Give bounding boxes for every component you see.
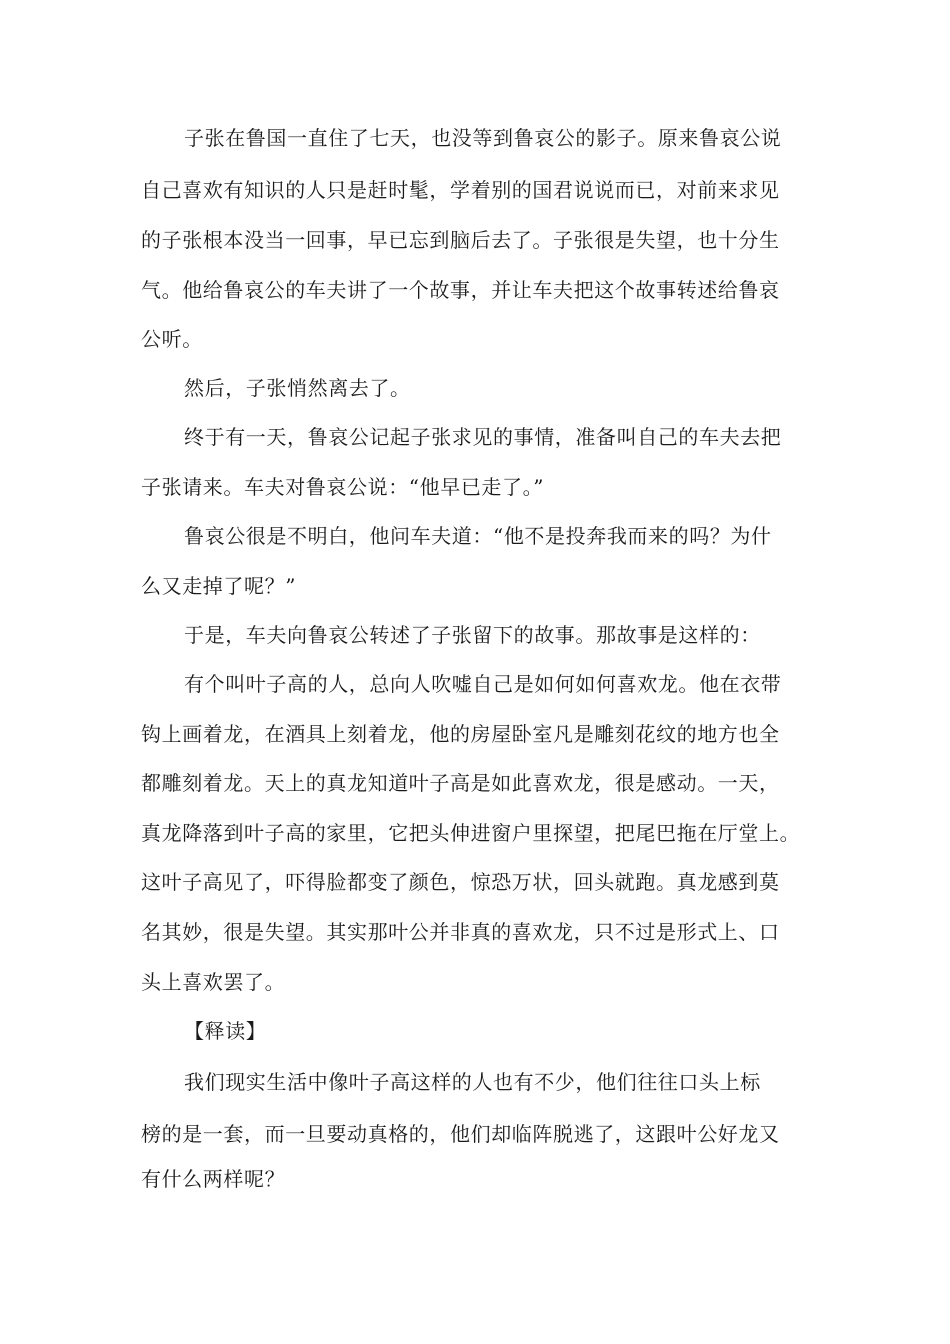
- paragraph-1-line-1: 子张在鲁国一直住了七天，也没等到鲁哀公的影子。原来鲁哀公说: [184, 126, 782, 150]
- paragraph-3-line-2: 子张请来。车夫对鲁哀公说：“他早已走了。”: [141, 475, 545, 499]
- paragraph-3-line-1: 终于有一天，鲁哀公记起子张求见的事情，准备叫自己的车夫去把: [184, 425, 782, 449]
- paragraph-6-line-2: 钩上画着龙，在酒具上刻着龙，他的房屋卧室凡是雕刻花纹的地方也全: [141, 722, 780, 746]
- paragraph-6-line-1: 有个叫叶子高的人，总向人吹嘘自己是如何如何喜欢龙。他在衣带: [184, 672, 782, 696]
- paragraph-6-line-6: 名其妙，很是失望。其实那叶公并非真的喜欢龙，只不过是形式上、口: [141, 920, 780, 944]
- paragraph-1-line-4: 气。他给鲁哀公的车夫讲了一个故事，并让车夫把这个故事转述给鲁哀: [141, 278, 780, 302]
- paragraph-7-line-2: 榜的是一套，而一旦要动真格的，他们却临阵脱逃了，这跟叶公好龙又: [141, 1122, 780, 1146]
- paragraph-6-line-7: 头上喜欢罢了。: [141, 970, 286, 994]
- paragraph-1-line-5: 公听。: [141, 327, 203, 351]
- paragraph-6-line-4: 真龙降落到叶子高的家里，它把头伸进窗户里探望，把尾巴拖在厅堂上。: [141, 821, 801, 845]
- paragraph-5-line-1: 于是，车夫向鲁哀公转述了子张留下的故事。那故事是这样的：: [184, 623, 761, 647]
- paragraph-1-line-3: 的子张根本没当一回事，早已忘到脑后去了。子张很是失望，也十分生: [141, 228, 780, 252]
- paragraph-7-line-3: 有什么两样呢？: [141, 1167, 286, 1191]
- paragraph-4-line-1: 鲁哀公很是不明白，他问车夫道：“他不是投奔我而来的吗？为什: [184, 524, 772, 548]
- paragraph-2-line-1: 然后，子张悄然离去了。: [184, 376, 411, 400]
- section-heading-interpretation: 【释读】: [184, 1019, 267, 1043]
- paragraph-7-line-1: 我们现实生活中像叶子高这样的人也有不少，他们往往口头上标: [184, 1070, 761, 1094]
- paragraph-6-line-3: 都雕刻着龙。天上的真龙知道叶子高是如此喜欢龙，很是感动。一天，: [141, 771, 780, 795]
- paragraph-6-line-5: 这叶子高见了，吓得脸都变了颜色，惊恐万状，回头就跑。真龙感到莫: [141, 870, 780, 894]
- paragraph-1-line-2: 自己喜欢有知识的人只是赶时髦，学着别的国君说说而已，对前来求见: [141, 178, 780, 202]
- paragraph-4-line-2: 么又走掉了呢？”: [141, 574, 297, 598]
